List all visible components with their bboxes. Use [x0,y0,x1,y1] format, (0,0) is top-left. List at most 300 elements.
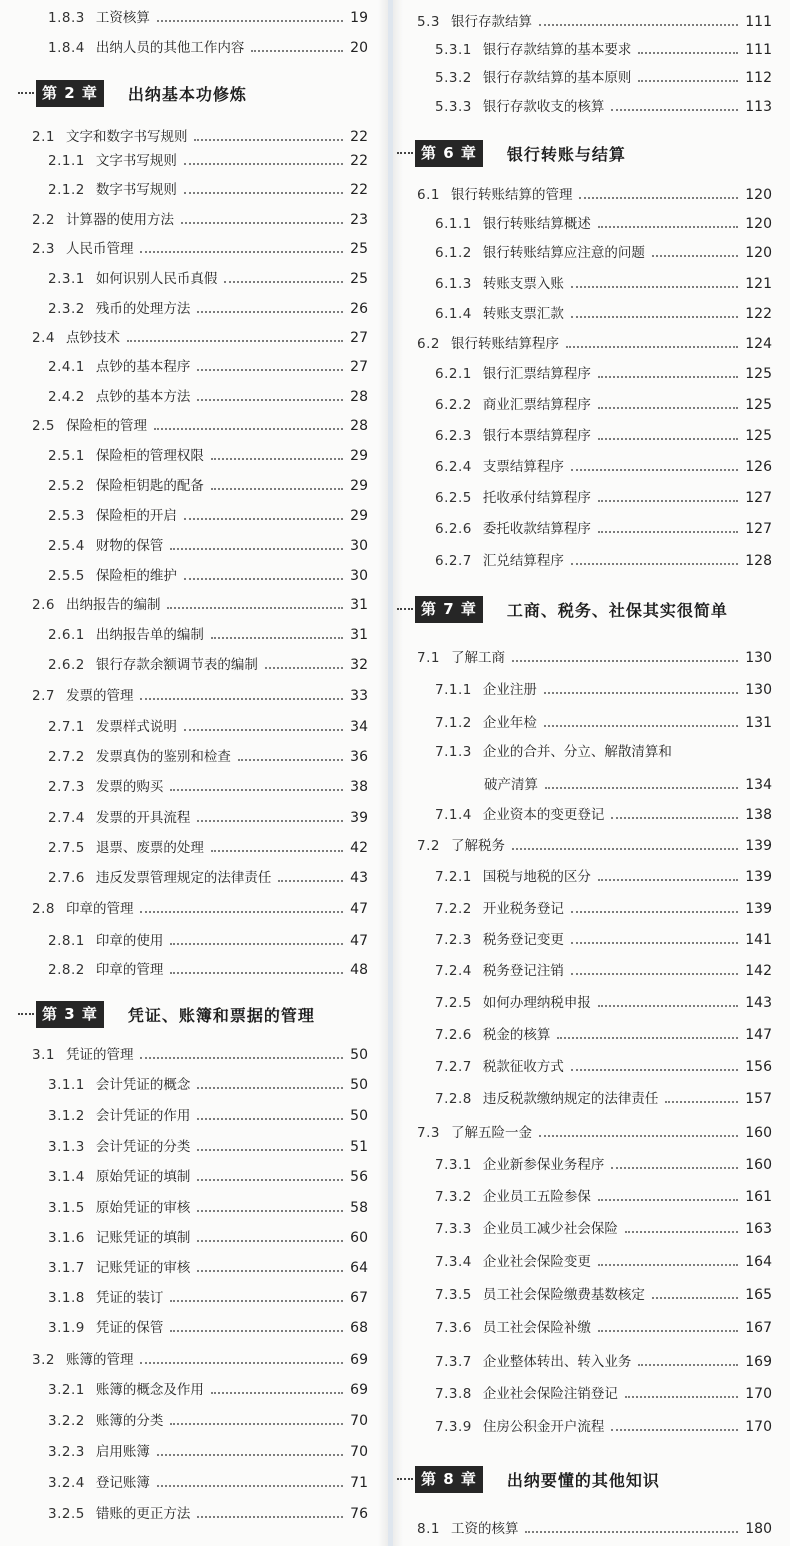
entry-number: 3.2.5 [48,1506,85,1522]
entry-title: 残币的处理方法 [95,301,191,317]
entry-title: 企业员工五险参保 [482,1189,591,1205]
dot-leader [140,1362,343,1364]
chapter-number-badge: 第 8 章 [415,1466,483,1493]
entry-number: 5.3.3 [435,99,472,115]
dot-leader [197,1149,343,1151]
toc-subsection-entry[interactable] [435,803,772,827]
dot-leader [598,1330,738,1332]
toc-subsection-entry[interactable] [48,534,368,558]
toc-subsection-entry[interactable] [435,241,772,265]
entry-page-number: 56 [350,1169,368,1185]
dot-leader [539,1135,738,1137]
entry-title: 银行转账结算概述 [482,216,591,232]
entry-title: 计算器的使用方法 [65,212,174,228]
entry-title: 凭证的保管 [95,1320,164,1336]
toc-subsection-entry[interactable] [435,302,772,326]
entry-number: 5.3 [417,14,440,30]
toc-subsection-entry[interactable] [48,1471,368,1495]
toc-subsection-entry[interactable] [435,95,772,119]
entry-number: 7.2 [417,838,440,854]
entry-number: 5.3.2 [435,70,472,86]
toc-subsection-entry[interactable] [435,1350,772,1374]
toc-section-entry[interactable] [32,1043,368,1067]
toc-subsection-entry[interactable] [435,897,772,921]
entry-page-number: 134 [745,777,772,793]
entry-number: 2.1.2 [48,182,85,198]
entry-page-number: 39 [350,810,368,826]
toc-subsection-entry[interactable] [484,773,772,797]
entry-number: 3.2 [32,1352,55,1368]
entry-title: 账簿的分类 [95,1413,164,1429]
entry-number: 3.2.3 [48,1444,85,1460]
entry-number: 7.3.7 [435,1354,472,1370]
toc-subsection-entry[interactable] [48,385,368,409]
entry-title: 银行存款结算的基本要求 [482,42,632,58]
entry-page-number: 156 [745,1059,772,1075]
chapter-number-badge: 第 7 章 [415,596,483,623]
toc-subsection-entry[interactable] [435,362,772,386]
chapter-title: 银行转账与结算 [506,144,626,164]
chapter-marker [397,152,413,154]
entry-title: 错账的更正方法 [95,1506,191,1522]
entry-title: 原始凭证的审核 [95,1200,191,1216]
entry-page-number: 36 [350,749,368,765]
entry-title: 银行转账结算的管理 [450,187,573,203]
entry-page-number: 113 [745,99,772,115]
toc-subsection-entry[interactable] [435,455,772,479]
toc-subsection-entry[interactable] [48,653,368,677]
entry-number: 3.1.2 [48,1108,85,1124]
entry-title: 财物的保管 [95,538,164,554]
entry-page-number: 122 [745,306,772,322]
entry-page-number: 23 [350,212,368,228]
chapter-heading [397,138,626,168]
toc-subsection-entry[interactable] [48,836,368,860]
entry-page-number: 64 [350,1260,368,1276]
entry-title: 账簿的管理 [65,1352,134,1368]
toc-subsection-entry[interactable] [48,6,368,30]
toc-section-entry[interactable] [32,1348,368,1372]
entry-title: 企业年检 [482,715,537,731]
entry-page-number: 48 [350,962,368,978]
toc-subsection-entry[interactable] [435,865,772,889]
toc-subsection-entry[interactable] [435,711,772,735]
toc-subsection-entry[interactable] [435,1217,772,1241]
chapter-number-badge: 第 6 章 [415,140,483,167]
toc-subsection-entry[interactable] [48,958,368,982]
entry-number: 3.1.6 [48,1230,85,1246]
entry-title: 企业资本的变更登记 [482,807,605,823]
chapter-title: 工商、税务、社保其实很简单 [506,600,728,620]
toc-section-entry[interactable] [32,208,368,232]
dot-leader [154,428,343,430]
entry-number: 5.3.1 [435,42,472,58]
entry-page-number: 70 [350,1413,368,1429]
entry-number: 2.5.3 [48,508,85,524]
entry-title: 了解五险一金 [450,1125,532,1141]
entry-title: 汇兑结算程序 [482,553,564,569]
entry-number: 2.3.1 [48,271,85,287]
toc-subsection-entry[interactable] [435,1250,772,1274]
dot-leader [197,1270,343,1272]
dot-leader [197,311,343,313]
toc-subsection-entry[interactable] [48,564,368,588]
dot-leader [598,376,738,378]
entry-page-number: 170 [745,1419,772,1435]
toc-right-page [393,0,790,1546]
entry-title: 企业员工减少社会保险 [482,1221,618,1237]
entry-page-number: 120 [745,187,772,203]
dot-leader [167,607,343,609]
entry-number: 2.7.3 [48,779,85,795]
entry-page-number: 38 [350,779,368,795]
entry-page-number: 143 [745,995,772,1011]
entry-page-number: 26 [350,301,368,317]
entry-title: 银行存款余额调节表的编制 [95,657,258,673]
dot-leader [598,879,738,881]
entry-title: 保险柜的管理权限 [95,448,204,464]
toc-subsection-entry[interactable] [48,504,368,528]
dot-leader [512,848,738,850]
toc-subsection-entry[interactable] [435,740,672,764]
toc-subsection-entry[interactable] [48,1104,368,1128]
entry-title: 国税与地税的区分 [482,869,591,885]
entry-title: 企业社会保险变更 [482,1254,591,1270]
entry-number: 7.2.7 [435,1059,472,1075]
toc-subsection-entry[interactable] [435,549,772,573]
dot-leader [598,1199,738,1201]
toc-subsection-entry[interactable] [48,1378,368,1402]
toc-section-entry[interactable] [417,834,772,858]
toc-subsection-entry[interactable] [435,1153,772,1177]
toc-subsection-entry[interactable] [435,1283,772,1307]
dot-leader [525,1531,738,1533]
entry-title: 印章的管理 [95,962,164,978]
toc-subsection-entry[interactable] [435,66,772,90]
toc-subsection-entry[interactable] [48,1135,368,1159]
toc-section-entry[interactable] [32,237,368,261]
entry-page-number: 160 [745,1125,772,1141]
dot-leader [598,226,738,228]
entry-page-number: 163 [745,1221,772,1237]
toc-section-entry[interactable] [32,593,368,617]
entry-page-number: 27 [350,359,368,375]
dot-leader [157,20,343,22]
entry-page-number: 27 [350,330,368,346]
toc-section-entry[interactable] [417,1121,772,1145]
toc-subsection-entry[interactable] [48,36,368,60]
entry-number: 2.5.4 [48,538,85,554]
toc-subsection-entry[interactable] [48,806,368,830]
dot-leader [184,192,343,194]
chapter-marker [18,92,34,94]
toc-subsection-entry[interactable] [48,929,368,953]
toc-section-entry[interactable] [417,10,772,34]
entry-page-number: 69 [350,1352,368,1368]
dot-leader [598,438,738,440]
entry-title: 保险柜的维护 [95,568,177,584]
entry-number: 7.2.8 [435,1091,472,1107]
entry-number: 6.2.6 [435,521,472,537]
toc-subsection-entry[interactable] [48,474,368,498]
entry-page-number: 76 [350,1506,368,1522]
toc-section-entry[interactable] [417,646,772,670]
toc-subsection-entry[interactable] [435,212,772,236]
entry-number: 2.6 [32,597,55,613]
entry-page-number: 160 [745,1157,772,1173]
chapter-title: 出纳要懂的其他知识 [506,1470,660,1490]
dot-leader [539,24,738,26]
dot-leader [184,518,343,520]
toc-subsection-entry[interactable] [48,623,368,647]
entry-page-number: 47 [350,933,368,949]
entry-number: 7.2.2 [435,901,472,917]
entry-page-number: 120 [745,245,772,261]
entry-title: 人民币管理 [65,241,134,257]
toc-subsection-entry[interactable] [48,1502,368,1526]
entry-page-number: 50 [350,1047,368,1063]
entry-title: 出纳人员的其他工作内容 [95,40,245,56]
entry-number: 2.5.1 [48,448,85,464]
entry-page-number: 111 [745,14,772,30]
toc-section-entry[interactable] [32,684,368,708]
entry-title: 银行存款结算的基本原则 [482,70,632,86]
entry-title: 印章的使用 [95,933,164,949]
entry-number: 2.5 [32,418,55,434]
toc-subsection-entry[interactable] [48,1316,368,1340]
entry-number: 6.2.4 [435,459,472,475]
entry-number: 3.2.2 [48,1413,85,1429]
entry-page-number: 22 [350,182,368,198]
entry-number: 7.1.2 [435,715,472,731]
entry-title: 工资的核算 [450,1521,519,1537]
entry-title: 银行存款结算 [450,14,532,30]
toc-section-entry[interactable] [32,326,368,350]
entry-title: 账簿的概念及作用 [95,1382,204,1398]
toc-section-entry[interactable] [32,414,368,438]
entry-number: 6.2.2 [435,397,472,413]
entry-page-number: 29 [350,448,368,464]
entry-number: 2.8.1 [48,933,85,949]
chapter-heading [397,594,728,624]
entry-title: 出纳报告的编制 [65,597,161,613]
toc-left-page [0,0,388,1546]
dot-leader [625,1396,738,1398]
entry-number: 7.2.6 [435,1027,472,1043]
dot-leader [566,346,738,348]
entry-page-number: 71 [350,1475,368,1491]
toc-subsection-entry[interactable] [435,486,772,510]
toc-subsection-entry[interactable] [48,715,368,739]
toc-subsection-entry[interactable] [435,1055,772,1079]
toc-subsection-entry[interactable] [48,866,368,890]
dot-leader [652,255,738,257]
toc-subsection-entry[interactable] [48,355,368,379]
dot-leader [127,340,343,342]
entry-title: 员工社会保险补缴 [482,1320,591,1336]
entry-title: 企业注册 [482,682,537,698]
toc-subsection-entry[interactable] [48,1165,368,1189]
entry-number: 6.2 [417,336,440,352]
entry-title: 转账支票入账 [482,276,564,292]
chapter-marker [18,1013,34,1015]
entry-number: 1.8.4 [48,40,85,56]
toc-subsection-entry[interactable] [435,517,772,541]
entry-title: 点钞的基本方法 [95,389,191,405]
entry-page-number: 30 [350,538,368,554]
entry-page-number: 51 [350,1139,368,1155]
entry-page-number: 180 [745,1521,772,1537]
dot-leader [238,759,343,761]
toc-subsection-entry[interactable] [435,928,772,952]
entry-page-number: 47 [350,901,368,917]
toc-subsection-entry[interactable] [435,1023,772,1047]
entry-number: 7.1 [417,650,440,666]
toc-subsection-entry[interactable] [48,1256,368,1280]
entry-page-number: 67 [350,1290,368,1306]
toc-subsection-entry[interactable] [435,1415,772,1439]
toc-subsection-entry[interactable] [48,149,368,173]
toc-subsection-entry[interactable] [435,393,772,417]
toc-section-entry[interactable] [417,332,772,356]
dot-leader [157,1454,343,1456]
entry-page-number: 125 [745,366,772,382]
entry-title: 登记账簿 [95,1475,150,1491]
entry-page-number: 58 [350,1200,368,1216]
toc-subsection-entry[interactable] [435,678,772,702]
entry-page-number: 165 [745,1287,772,1303]
toc-subsection-entry[interactable] [435,272,772,296]
entry-number: 2.4 [32,330,55,346]
entry-number: 2.6.1 [48,627,85,643]
entry-title: 税款征收方式 [482,1059,564,1075]
toc-subsection-entry[interactable] [48,297,368,321]
entry-number: 2.7.5 [48,840,85,856]
entry-title: 印章的管理 [65,901,134,917]
entry-page-number: 50 [350,1108,368,1124]
entry-number: 2.4.1 [48,359,85,375]
entry-title: 发票的管理 [65,688,134,704]
toc-subsection-entry[interactable] [435,1087,772,1111]
toc-subsection-entry[interactable] [435,991,772,1015]
entry-page-number: 32 [350,657,368,673]
entry-number: 7.1.3 [435,744,472,760]
dot-leader [184,729,343,731]
entry-number: 3.2.1 [48,1382,85,1398]
entry-page-number: 130 [745,682,772,698]
dot-leader [598,500,738,502]
toc-subsection-entry[interactable] [48,1073,368,1097]
entry-page-number: 161 [745,1189,772,1205]
entry-number: 6.2.7 [435,553,472,569]
entry-title: 点钞的基本程序 [95,359,191,375]
dot-leader [197,1210,343,1212]
toc-subsection-entry[interactable] [48,745,368,769]
dot-leader [571,286,738,288]
dot-leader [638,52,738,54]
dot-leader [571,1069,738,1071]
chapter-marker [397,1478,413,1480]
entry-number: 7.1.4 [435,807,472,823]
entry-number: 3.1.9 [48,1320,85,1336]
toc-subsection-entry[interactable] [435,38,772,62]
entry-page-number: 169 [745,1354,772,1370]
toc-subsection-entry[interactable] [48,1196,368,1220]
entry-number: 1.8.3 [48,10,85,26]
entry-page-number: 112 [745,70,772,86]
entry-number: 7.2.5 [435,995,472,1011]
entry-page-number: 131 [745,715,772,731]
dot-leader [571,942,738,944]
toc-subsection-entry[interactable] [48,1409,368,1433]
entry-page-number: 30 [350,568,368,584]
entry-title: 银行转账结算程序 [450,336,559,352]
entry-number: 6.2.5 [435,490,472,506]
toc-subsection-entry[interactable] [48,775,368,799]
entry-number: 7.3.3 [435,1221,472,1237]
toc-subsection-entry[interactable] [435,1185,772,1209]
toc-subsection-entry[interactable] [48,178,368,202]
toc-subsection-entry[interactable] [48,1226,368,1250]
toc-subsection-entry[interactable] [435,1316,772,1340]
toc-section-entry[interactable] [417,1517,772,1541]
entry-title: 税务登记变更 [482,932,564,948]
entry-number: 6.1.3 [435,276,472,292]
entry-title: 会计凭证的分类 [95,1139,191,1155]
entry-number: 3.2.4 [48,1475,85,1491]
entry-title: 会计凭证的概念 [95,1077,191,1093]
toc-subsection-entry[interactable] [48,1286,368,1310]
entry-title: 破产清算 [484,777,538,793]
entry-page-number: 121 [745,276,772,292]
dot-leader [170,1300,343,1302]
entry-page-number: 19 [350,10,368,26]
entry-page-number: 130 [745,650,772,666]
toc-subsection-entry[interactable] [435,1382,772,1406]
entry-title: 原始凭证的填制 [95,1169,191,1185]
entry-page-number: 139 [745,901,772,917]
entry-number: 2.7 [32,688,55,704]
entry-page-number: 120 [745,216,772,232]
dot-leader [544,692,738,694]
entry-page-number: 28 [350,389,368,405]
chapter-title: 凭证、账簿和票据的管理 [127,1005,315,1025]
entry-page-number: 138 [745,807,772,823]
dot-leader [170,943,343,945]
toc-section-entry[interactable] [32,125,368,149]
toc-subsection-entry[interactable] [48,444,368,468]
toc-section-entry[interactable] [32,897,368,921]
entry-title: 了解税务 [450,838,505,854]
toc-subsection-entry[interactable] [435,959,772,983]
toc-subsection-entry[interactable] [435,424,772,448]
entry-number: 3.1.3 [48,1139,85,1155]
entry-page-number: 31 [350,627,368,643]
toc-section-entry[interactable] [417,183,772,207]
entry-number: 7.1.1 [435,682,472,698]
entry-number: 2.5.5 [48,568,85,584]
dot-leader [571,973,738,975]
entry-page-number: 25 [350,271,368,287]
toc-subsection-entry[interactable] [48,1440,368,1464]
entry-number: 2.7.2 [48,749,85,765]
dot-leader [197,820,343,822]
toc-subsection-entry[interactable] [48,267,368,291]
entry-page-number: 167 [745,1320,772,1336]
entry-page-number: 111 [745,42,772,58]
entry-title: 发票的开具流程 [95,810,191,826]
entry-number: 3.1.4 [48,1169,85,1185]
